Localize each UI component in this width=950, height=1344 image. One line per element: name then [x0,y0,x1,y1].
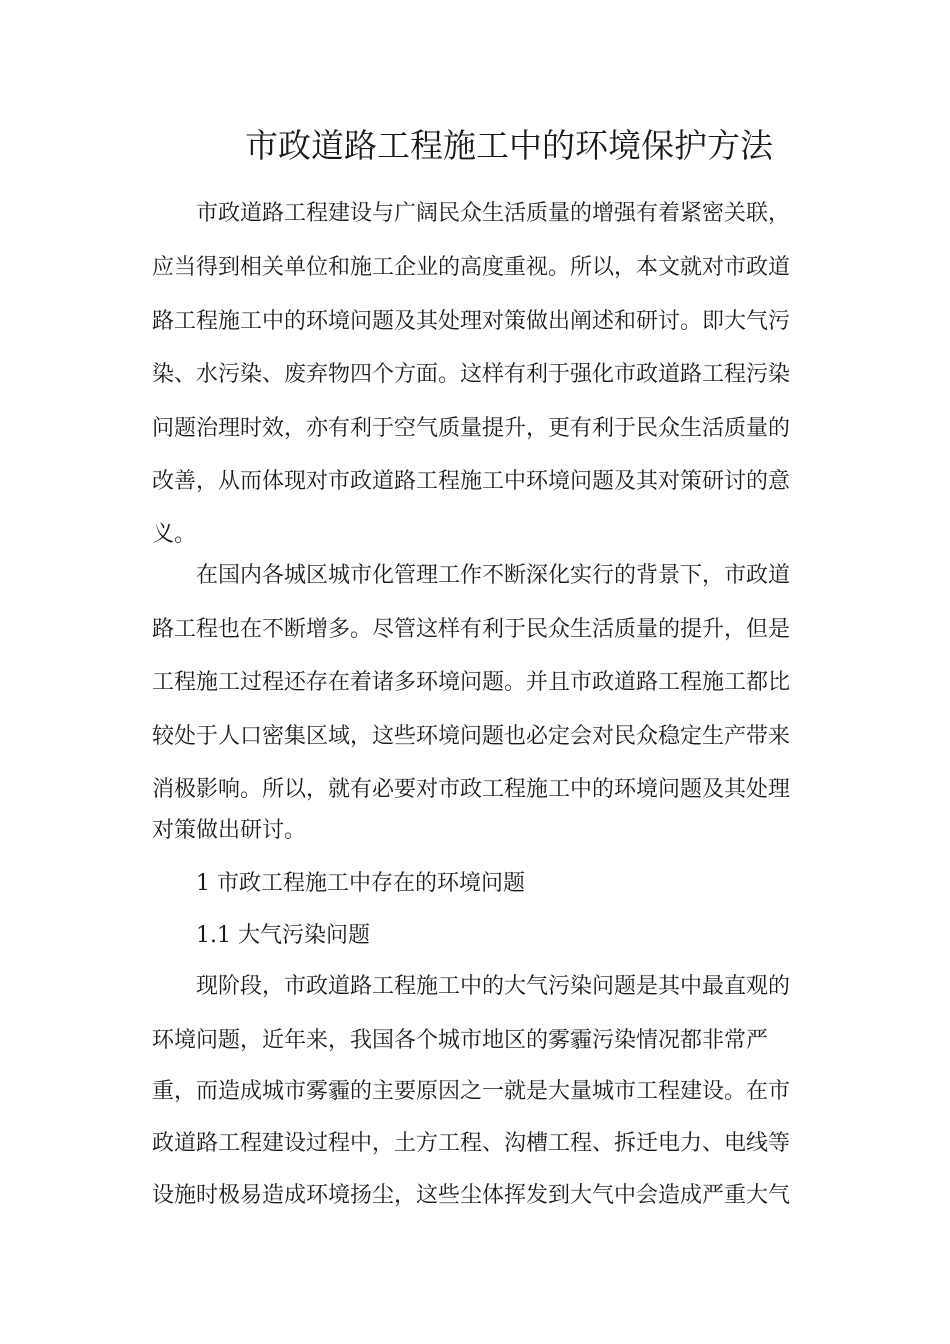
text-line: 重，而造成城市雾霾的主要原因之一就是大量城市工程建设。在市 [152,1079,791,1104]
text-line: 较处于人口密集区域，这些环境问题也必定会对民众稳定生产带来 [152,724,791,749]
text-line: 染、水污染、废弃物四个方面。这样有利于强化市政道路工程污染 [152,362,791,387]
text-line: 应当得到相关单位和施工企业的高度重视。所以，本文就对市政道 [152,255,791,280]
text-line: 消极影响。所以，就有必要对市政工程施工中的环境问题及其处理 [152,777,791,802]
text-line: 政道路工程建设过程中，土方工程、沟槽工程、拆迁电力、电线等 [152,1131,791,1156]
text-line: 义。 [152,522,197,547]
text-line: 问题治理时效，亦有利于空气质量提升，更有利于民众生活质量的 [152,416,791,441]
subsection-heading: 1.1 大气污染问题 [152,923,370,948]
section-heading: 1 市政工程施工中存在的环境问题 [152,871,525,896]
text-line: 路工程也在不断增多。尽管这样有利于民众生活质量的提升，但是 [152,617,791,642]
text-line: 对策做出研讨。 [152,818,307,843]
text-line: 环境问题，近年来，我国各个城市地区的雾霾污染情况都非常严 [152,1028,769,1053]
document-title: 市政道路工程施工中的环境保护方法 [245,126,773,165]
text-line: 改善，从而体现对市政道路工程施工中环境问题及其对策研讨的意 [152,469,791,494]
text-line: 在国内各城区城市化管理工作不断深化实行的背景下，市政道 [152,563,791,588]
text-line: 路工程施工中的环境问题及其处理对策做出阐述和研讨。即大气污 [152,309,791,334]
text-line: 工程施工过程还存在着诸多环境问题。并且市政道路工程施工都比 [152,670,791,695]
text-line: 设施时极易造成环境扬尘，这些尘体挥发到大气中会造成严重大气 [152,1183,791,1208]
text-line: 现阶段，市政道路工程施工中的大气污染问题是其中最直观的 [152,974,791,999]
text-line: 市政道路工程建设与广阔民众生活质量的增强有着紧密关联， [152,201,791,226]
